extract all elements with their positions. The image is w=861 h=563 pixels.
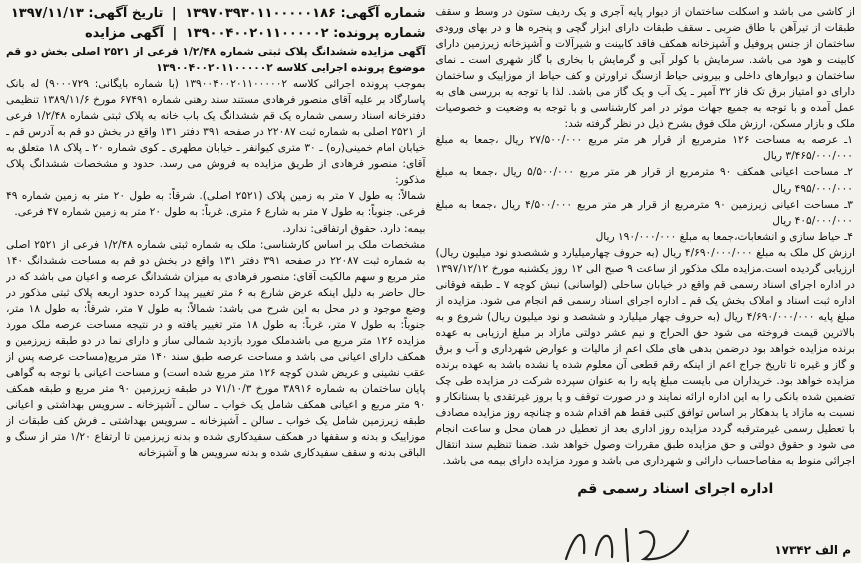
notice-header-line-2: شماره پرونده: ۱۳۹۰۰۴۰۰۲۰۱۱۰۰۰۰۰۲ | آگهی مزایده bbox=[85, 26, 426, 41]
boundaries-paragraph: شمالاً: به طول ۷ متر به زمین پلاک (۲۵۲۱ اصلی). شرقاً: به طول ۲۰ متر به زمین شماره ۴۹ فرعی. جنوباً: به طول ۷ متر به شارع ۶ متری. غرباً: به طول ۲۰ متر به زمین شماره ۴۷ فرعی. bbox=[6, 190, 426, 219]
property-specs-paragraph: مشخصات ملک بر اساس کارشناسی: ملک به شماره ثبتی شماره ۱/۲/۴۸ فرعی از ۲۵۲۱ اصلی به شماره ثبت ۲۲۰۸۷ در صفحه ۳۹۱ دفتر ۱۳۱ واقع در بخش دو قم به مساحت ششدانگ ۱۴۰ متر مربع و سهم مالکیت آقای: منصور فرهادی به میزان ششدانگ عرصه و اعیان می باشد که در حال حاضر به دلیل اینکه عرض شارع به ۶ متر تغییر پیدا کرده حدود اربعه پلاک ثبتی مذکور در وضع موجود و در محل به این شرح می باشد: شمالاً: به طول ۷ متر، شرقاً: به طول ۱۸ متر، جنوباً: به طول ۷ متر، غرباً: به طول ۱۸ متر تغییر یافته و در نتیجه مساحت عرصه ملک مورد مزایده ۱۲۶ متر مربع می باشدملک مورد بازدید شمالی ساز و دارای نما در دو طبقه زیرزمین و همکف دارای اعیانی می باشد و مساحت عرصه طبق سند ۱۴۰ متر مربع(مساحت عرصه پس از عقب نشینی و عریض شدن کوچه ۱۲۶ متر مربع شده است) و مساحت اعیانی با توجه به گواهی پایان ساختمان به شماره ۳۸۹۱۶ مورخ ۷۱/۱۰/۳ در طبقه زیرزمین ۹۰ متر مربع و طبقه همکف ۹۰ متر مربع و اعیانی همکف شامل یک خواب ـ سالن ـ آشپزخانه ـ سرویس بهداشتی و اعیانی طبقه زیرزمین شامل یک خواب ـ سالن ـ آشپزخانه ـ سرویس بهداشتی ـ فرش کف طبقات از موزاییک و بدنه و سقفها در همکف سفیدکاری شده و بدنه زیرزمین تا ارتفاع ۱/۲۰ متر از سنگ و الباقی بدنه و سقف سفیدکاری شده و بدنه سرویس ها و آشپزخانه bbox=[6, 238, 426, 460]
notice-code: م الف ۱۷۳۴۲ bbox=[774, 543, 851, 557]
ad-date: ۱۳۹۷/۱۱/۱۳ bbox=[10, 6, 84, 21]
left-column bbox=[436, 4, 856, 563]
ad-number-label: شماره آگهی: bbox=[340, 6, 426, 21]
insurance-line: بیمه: دارد. حقوق ارتفاقی: ندارد. bbox=[282, 222, 426, 235]
valuation-item: ۳ـ مساحت اعیانی زیرزمین ۹۰ مترمربع از قرار هر متر مربع ۴/۵۰۰/۰۰۰ ریال ،جمعا به مبلغ ۴۰۵/۰۰۰/۰۰۰ ریال bbox=[435, 198, 853, 227]
continuation-paragraph: از کاشی می باشد و اسکلت ساختمان از دیوار پایه آجری و یک ردیف ستون در وسط و سقف طبقات از تیرآهن با طاق ضربی ـ سقف طبقات دارای ابزار گچی و پنجره ها و در بهای ورودی ساختمان از جنس پروفیل و آشپزخانه همکف فاقد کابینت و شیرآلات و آشپزخانه زیرزمین دارای کابینت و هود می باشد. سرمایش با کولر آبی و گرمایش با بخاری با گاز شهری است ـ نمای ساختمان و دیوارهای داخلی و بیرونی حیاط ازسنگ تراورتن و کف حیاط از موزاییک و ساختمان دارای دو امتیاز برق تک فاز ۳۲ آمپر ـ یک آب و یک گاز می باشد. لذا با توجه به بررسی های به عمل آمده و با توجه به جمیع جهات موثر در امر کارشناسی و با توجه به وضعیت و خصوصیات ملک و بازار مسکن، ارزش ملک فوق بشرح ذیل در نظر گرفته شد: bbox=[435, 6, 855, 131]
notice-header-line-1: شماره آگهی: ۱۳۹۷۰۳۹۳۰۱۱۰۰۰۰۰۱۸۶ | تاریخ آگهی: ۱۳۹۷/۱۱/۱۳ bbox=[10, 6, 426, 21]
valuation-item: ۴ـ حیاط سازی و انشعابات،جمعا به مبلغ ۱۹۰/۰۰۰/۰۰۰ ریال bbox=[595, 230, 853, 243]
valuation-item: ۱ـ عرصه به مساحت ۱۲۶ مترمربع از قرار هر متر مربع ۲۷/۵۰۰/۰۰۰ ریال ،جمعا به مبلغ ۳/۴۶۵/۰۰۰/۰۰۰ ریال bbox=[435, 134, 853, 163]
valuation-item: ۲ـ مساحت اعیانی همکف ۹۰ مترمربع از قرار هر متر مربع ۵/۵۰۰/۰۰۰ ریال ،جمعا به مبلغ ۴۹۵/۰۰۰/۰۰۰ ریال bbox=[435, 166, 853, 195]
case-number: ۱۳۹۰۰۴۰۰۲۰۱۱۰۰۰۰۰۲ bbox=[185, 26, 329, 41]
ad-type: آگهی مزایده bbox=[85, 26, 164, 41]
case-number-label: شماره پرونده: bbox=[333, 26, 426, 41]
issuing-agency: اداره اجرای اسناد رسمی قم bbox=[577, 481, 774, 498]
notice-subject: آگهی مزایده ششدانگ پلاک ثبتی شماره ۱/۲/۴۸ فرعی از ۲۵۲۱ اصلی بخش دو قم موضوع پرونده اجرایی کلاسه ۱۳۹۰۰۴۰۰۲۰۱۱۰۰۰۰۰۲ bbox=[6, 46, 426, 75]
ad-number: ۱۳۹۷۰۳۹۳۰۱۱۰۰۰۰۰۱۸۶ bbox=[185, 6, 336, 21]
valuation-list bbox=[436, 132, 856, 244]
notice-paragraph: بموجب پرونده اجرائی کلاسه ۱۳۹۰۰۴۰۰۲۰۱۱۰۰۰۰۰۲ (با شماره بایگانی: ۹۰۰۰۷۲۹) له بانک پاسارگاد بر علیه آقای منصور فرهادی مستند سند رهنی شماره ۶۷۴۹۱ مورخ ۱۳۸۹/۱۱/۶ تنظیمی دفترخانه اسناد رسمی شماره یک قم ششدانگ یک باب خانه به پلاک ثبتی شماره ۱/۲/۴۸ فرعی از ۲۵۲۱ اصلی به شماره ثبت ۲۲۰۸۷ در صفحه ۳۹۱ دفتر ۱۳۱ واقع در بخش دو قم به آدرس قم ـ خیابان امام خمینی(ره) ـ ۳۰ متری کیوانفر ـ خیابان مطهری ـ کوی شماره ۲۰ ـ پلاک ۱۸ متعلق به آقای: منصور فرهادی از طریق مزایده به فروش می رسد. حدود و مشخصات ششدانگ پلاک مذکور: bbox=[6, 78, 426, 187]
handwritten-signature-icon bbox=[556, 519, 696, 563]
auction-terms-paragraph: ارزش کل ملک به مبلغ ۴/۶۹۰/۰۰۰/۰۰۰ ریال (به حروف چهارمیلیارد و ششصدو نود میلیون ریال) ارزیابی گردیده است.مزایده ملک مذکور از ساعت ۹ صبح الی ۱۲ روز یکشنبه مورخ ۱۳۹۷/۱۲/۱۲ در اداره اجرای اسناد رسمی قم واقع در خیابان ساحلی (لواسانی) نبش کوچه ۷ ـ طبقه فوقانی اداره ثبت اسناد و املاک بخش یک قم ـ اداره اجرای اسناد رسمی قم انجام می شود. مزایده از مبلغ پایه ۴/۶۹۰/۰۰۰/۰۰۰ ریال (به حروف چهار میلیارد و ششصد و نود میلیون ریال) شروع و به بالاترین قیمت فروخته می شود حق الحراج و نیم عشر دولتی مازاد بر مبلغ ارزیابی به عهده برنده مزایده خواهد بود درضمن بدهی های ملک اعم از مالیات و عوارض شهرداری و آب و برق و گاز و غیره تا تاریخ جراج اعم از اینکه رقم قطعی آن معلوم شده یا نشده باشد به عهده برنده مزایده خواهد بود. خریداران می بایست مبلغ پایه را به عنوان سپرده شرکت در مزایده طی چک تضمین شده بانکی را به این اداره ارائه نمایند و در صورت توقف و یا بروز غیرتقدی یا بستانکار و نسبت به مازاد یا بدهکار بر اساس توافق کتبی فقط هم اقدام شده و چنانچه روز مزایده مصادف با تعطیل رسمی غیرمترقبه گردد مزایده روز اداری بعد از تعطیل در همان محل و ساعت انجام می شود و حقوق دولتی و حق مزایده طبق مقررات وصول خواهد شد. ضمنا تنظیم سند انتقال اجرائی منوط به مفاصاحساب دارائی و شهرداری می باشد و مورد مزایده دارای بیمه می باشد. bbox=[435, 246, 855, 468]
right-column bbox=[6, 4, 426, 563]
ad-date-label: تاریخ آگهی: bbox=[88, 6, 164, 21]
